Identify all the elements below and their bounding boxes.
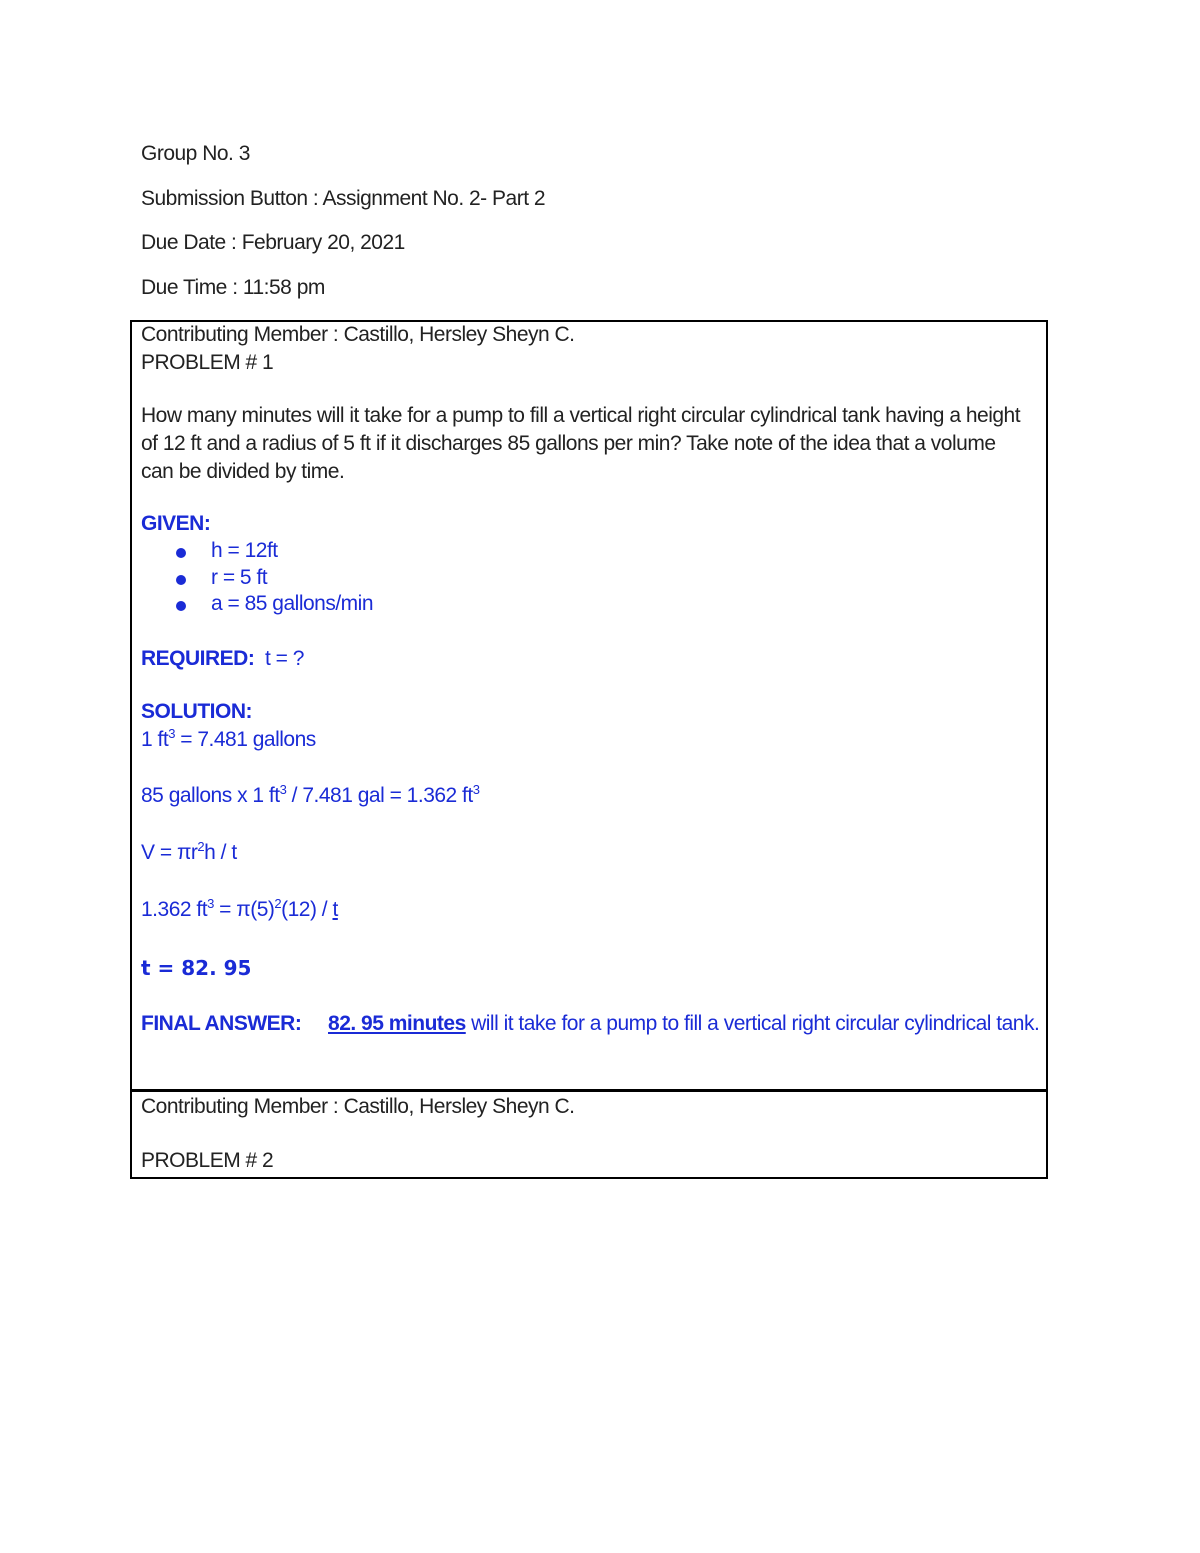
solution-label: SOLUTION: [141, 700, 252, 723]
result-value: t = 82. 95 [141, 956, 252, 980]
given-item: h = 12ft [211, 539, 278, 562]
bullet-icon [176, 575, 186, 585]
given-item: a = 85 gallons/min [211, 592, 374, 615]
required-label: REQUIRED: [141, 647, 255, 670]
bullet-icon [176, 548, 186, 558]
final-answer-value: 82. 95 minutes [328, 1012, 466, 1035]
conversion-line: 1 $ft^3 = 7.481$ gallons [141, 726, 316, 751]
submission-button-text: Submission Button : Assignment No. 2- Part 2 [141, 187, 546, 210]
given-item: r = 5 ft [211, 566, 268, 589]
due-time: Due Time : 11:58 pm [141, 276, 325, 299]
volume-formula: $V = \pi r^2h / t$ [141, 839, 237, 864]
problem-1-member: Contributing Member : Castillo, Hersley Sheyn C. [141, 323, 575, 346]
group-number: Group No. 3 [141, 142, 250, 165]
problem-2-member: Contributing Member : Castillo, Hersley Sheyn C. [141, 1095, 575, 1118]
conversion-step: 85 gallons x 1 $ft^3 / 7.481$ gal = 1.362 $ft^3$ [141, 782, 480, 807]
problem-2-title: PROBLEM # 2 [141, 1149, 274, 1172]
final-answer-label: FINAL ANSWER: [141, 1012, 302, 1035]
required-value: t = ? [265, 647, 304, 670]
problem-1-title: PROBLEM # 1 [141, 351, 274, 374]
required-line [141, 647, 304, 671]
substitution-step: 1.362 $ft^3 = \pi(5)^2(12) / t$ [141, 896, 338, 921]
due-date: Due Date : February 20, 2021 [141, 231, 405, 254]
given-label: GIVEN: [141, 512, 211, 535]
problem-1-question: How many minutes will it take for a pump to fill a vertical right circular cylindrical tank having a height of 12 ft and a radius of 5 ft if it discharges 85 gallons per min? Take note of the idea that a volume can be divided by time. [141, 404, 1021, 483]
final-answer-text: will it take for a pump to fill a vertical right circular cylindrical tank. [465, 1012, 1040, 1035]
bullet-icon [176, 601, 186, 611]
final-answer-line [141, 1012, 1039, 1036]
